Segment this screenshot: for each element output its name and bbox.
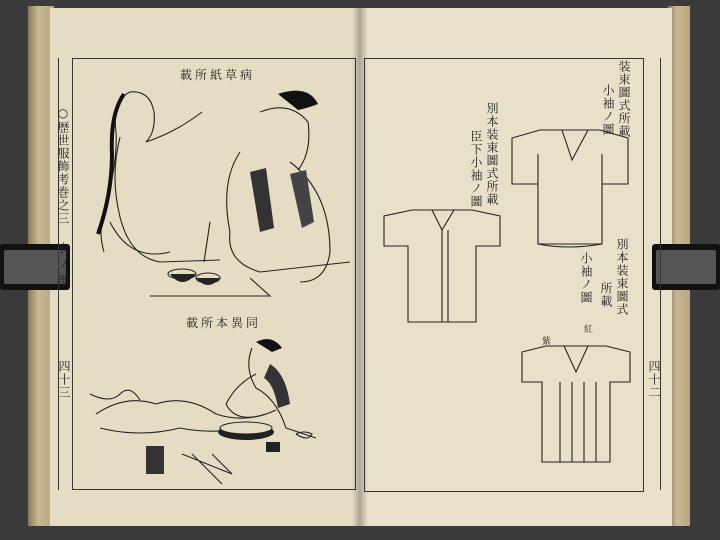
- kimono-diagram-bottom: [520, 340, 632, 466]
- right-page-number: 四十二: [647, 360, 661, 399]
- caption-1b: 小袖ノ圖: [601, 84, 615, 136]
- clip-right: [652, 244, 720, 290]
- kimono-diagram-top: [510, 120, 630, 250]
- annotation-red: 紅: [584, 325, 594, 335]
- annotation-purple: 紫: [542, 337, 552, 347]
- caption-bottom: 同異本所載: [186, 316, 262, 330]
- caption-3a: 別本装束圖式: [615, 238, 629, 316]
- illustration-sick-man-and-woman: [90, 82, 350, 312]
- caption-3b: 所載: [599, 282, 613, 308]
- right-side-rule: [660, 58, 661, 490]
- section-label: 衣ノ部: [56, 242, 70, 290]
- left-page-number: 四十三: [57, 360, 71, 399]
- book-side-title: ○歴世服飾考巻之三: [56, 106, 70, 225]
- illustration-physician-scene: [86, 334, 350, 484]
- caption-2a: 別本装束圖式所載: [485, 102, 499, 206]
- caption-1a: 装束圖式所載: [617, 60, 631, 138]
- caption-3c: 小袖ノ圖: [579, 252, 593, 304]
- kimono-diagram-middle: [382, 206, 502, 326]
- caption-2b: 臣下小袖ノ圖: [469, 130, 483, 208]
- caption-top: 病草紙所載: [180, 68, 256, 82]
